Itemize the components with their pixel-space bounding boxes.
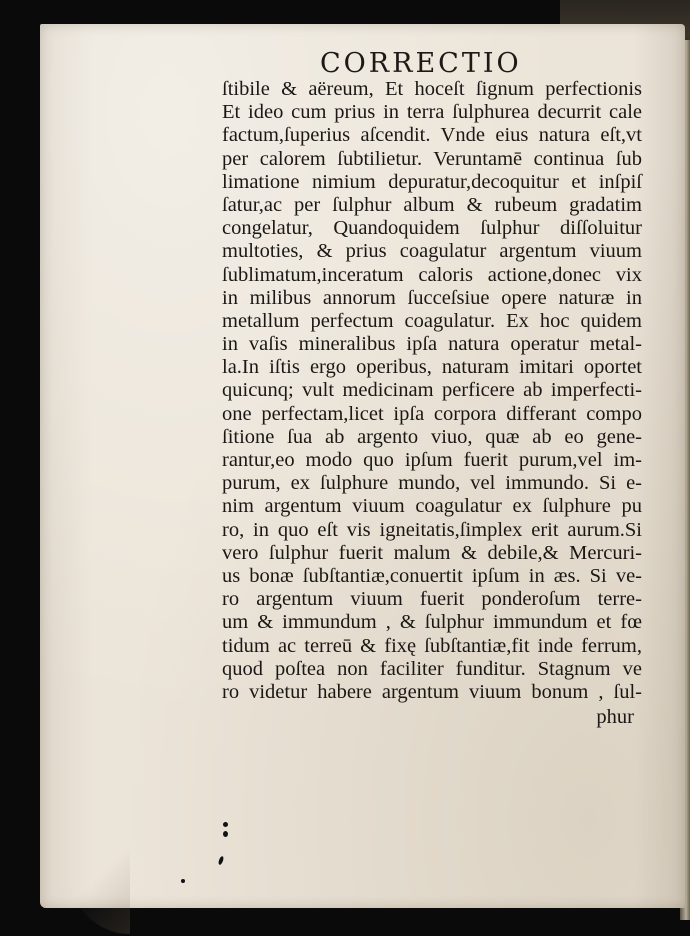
- text-line: in vaſis mineralibus ipſa natura operatur metal-: [222, 333, 642, 356]
- text-line: la.In iſtis ergo operibus, naturam imitari oportet: [222, 356, 642, 379]
- text-line: quicunq; vult medicinam perficere ab imperfecti-: [222, 379, 642, 402]
- text-line: one perfectam,licet ipſa corpora differant compo: [222, 402, 642, 425]
- text-line: ſublimatum,inceratum caloris actione,donec vix: [222, 263, 642, 286]
- ink-speck: [223, 822, 228, 827]
- text-line: congelatur, Quandoquidem ſulphur diſſoluitur: [222, 217, 642, 240]
- text-line: per calorem ſubtilietur. Veruntamē continua ſub: [222, 147, 642, 170]
- text-line: rantur,eo modo quo ipſum fuerit purum,vel im-: [222, 449, 642, 471]
- text-line: factum,ſuperius aſcendit. Vnde eius natura eſt,vt: [222, 124, 642, 147]
- ink-speck: [181, 879, 185, 883]
- text-line: in milibus annorum ſucceſsiue opere naturæ in: [222, 286, 642, 309]
- text-line: multoties, & prius coagulatur argentum viuum: [222, 240, 642, 263]
- text-line: limatione nimium depuratur,decoquitur et inſpiſ: [222, 170, 642, 193]
- page-corner-curl: [70, 844, 130, 934]
- text-line: us bonæ ſubſtantiæ,conuertit ipſum in æs. Si ve-: [222, 564, 642, 587]
- text-line: ro videtur habere argentum viuum bonum , ſul-: [222, 680, 642, 703]
- text-line: tidum ac terreū & fixę ſubſtantiæ,fit inde ferrum,: [222, 634, 642, 657]
- text-line: nim argentum viuum coagulatur ex ſulphure pu: [222, 495, 642, 518]
- running-head: CORRECTIO: [320, 48, 522, 79]
- text-line: Et ideo cum prius in terra ſulphurea decurrit cale: [222, 101, 642, 124]
- text-block: [222, 78, 642, 729]
- text-line: purum, ex ſulphure mundo, vel immundo. Si e-: [222, 472, 642, 495]
- ink-speck: [223, 831, 228, 837]
- text-line: ſatur,ac per ſulphur album & rubeum gradatim: [222, 193, 642, 216]
- text-line: ſtibile & aëreum, Et hoceſt ſignum perfectionis: [222, 78, 642, 100]
- text-line: um & immundum , & ſulphur immundum et fœ: [222, 611, 642, 634]
- text-line: ro argentum viuum fuerit ponderoſum terre-: [222, 588, 642, 611]
- text-line: metallum perfectum coagulatur. Ex hoc quidem: [222, 309, 642, 332]
- text-line: ſitione ſua ab argento viuo, quæ ab eo gene-: [222, 425, 642, 448]
- text-line: vero ſulphur fuerit malum & debile,& Mercuri-: [222, 541, 642, 564]
- text-line: quod poſtea non faciliter funditur. Stagnum ve: [222, 657, 642, 680]
- text-line: ro, in quo eſt vis igneitatis,ſimplex erit aurum.Si: [222, 518, 642, 541]
- catchword: phur: [596, 706, 634, 729]
